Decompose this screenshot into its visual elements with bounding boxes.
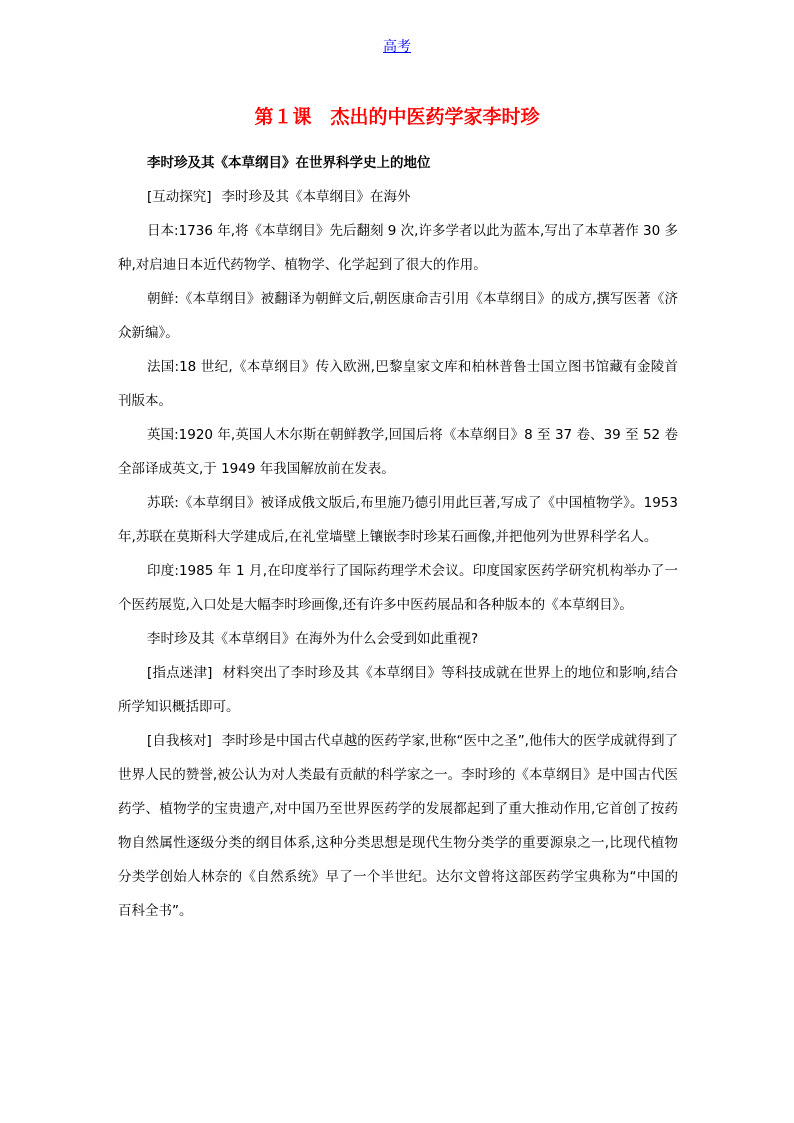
paragraph-france: 法国:18 世纪,《本草纲目》传入欧洲,巴黎皇家文库和柏林普鲁士国立图书馆藏有金陵首刊版本。 (118, 359, 678, 409)
paragraph-india: 印度:1985 年 1 月,在印度举行了国际药理学术会议。印度国家医药学研究机构举办了一个医药展览,入口处是大幅李时珍画像,还有许多中医药展品和各种版本的《本草纲目》。 (118, 563, 678, 613)
inquiry-tag: [互动探究] (147, 189, 212, 205)
guide-text: 材料突出了李时珍及其《本草纲目》等科技成就在世界上的地位和影响,结合所学知识概括即可。 (118, 665, 678, 715)
question: 李时珍及其《本草纲目》在海外为什么会受到如此重视? (147, 631, 479, 647)
paragraph-britain: 英国:1920 年,英国人木尔斯在朝鲜教学,回国后将《本草纲目》8 至 37 卷、39 至 52 卷全部译成英文,于 1949 年我国解放前在发表。 (118, 427, 678, 477)
check-paragraph (118, 724, 678, 928)
inquiry-text: 李时珍及其《本草纲目》在海外 (221, 189, 411, 205)
check-tag: [自我核对] (147, 733, 212, 749)
check-text: 李时珍是中国古代卓越的医药学家,世称“医中之圣”,他伟大的医学成就得到了世界人民的赞誉,被公认为对人类最有贡献的科学家之一。李时珍的《本草纲目》是中国古代医药学、植物学的宝贵遗产,对中国乃至世界医药学的发展都起到了重大推动作用,它首创了按药物自然属性逐级分类的纲目体系,这种分类思想是现代生物分类学的重要源泉之一,比现代植物分类学创始人林奈的《自然系统》早了一个半世纪。达尔文曾将这部医药学宝典称为“中国的百科全书”。 (118, 733, 678, 919)
lesson-title: 第１课 杰出的中医药学家李时珍 (254, 106, 540, 128)
paragraph-soviet: 苏联:《本草纲目》被译成俄文版后,布里施乃德引用此巨著,写成了《中国植物学》。1953 年,苏联在莫斯科大学建成后,在礼堂墙壁上镶嵌李时珍某石画像,并把他列为世界科学名人。 (118, 495, 678, 545)
guide-paragraph (118, 656, 678, 724)
header-link[interactable]: 高考 (383, 39, 411, 55)
paragraph-japan: 日本:1736 年,将《本草纲目》先后翻刻 9 次,许多学者以此为蓝本,写出了本草著作 30 多种,对启迪日本近代药物学、植物学、化学起到了很大的作用。 (118, 223, 679, 273)
section-heading: 李时珍及其《本草纲目》在世界科学史上的地位 (147, 155, 431, 171)
guide-tag: [指点迷津] (147, 665, 213, 681)
inquiry-line (118, 180, 678, 214)
document-body (118, 146, 678, 928)
paragraph-korea: 朝鲜:《本草纲目》被翻译为朝鲜文后,朝医康命吉引用《本草纲目》的成方,撰写医著《济众新编》。 (118, 291, 678, 341)
